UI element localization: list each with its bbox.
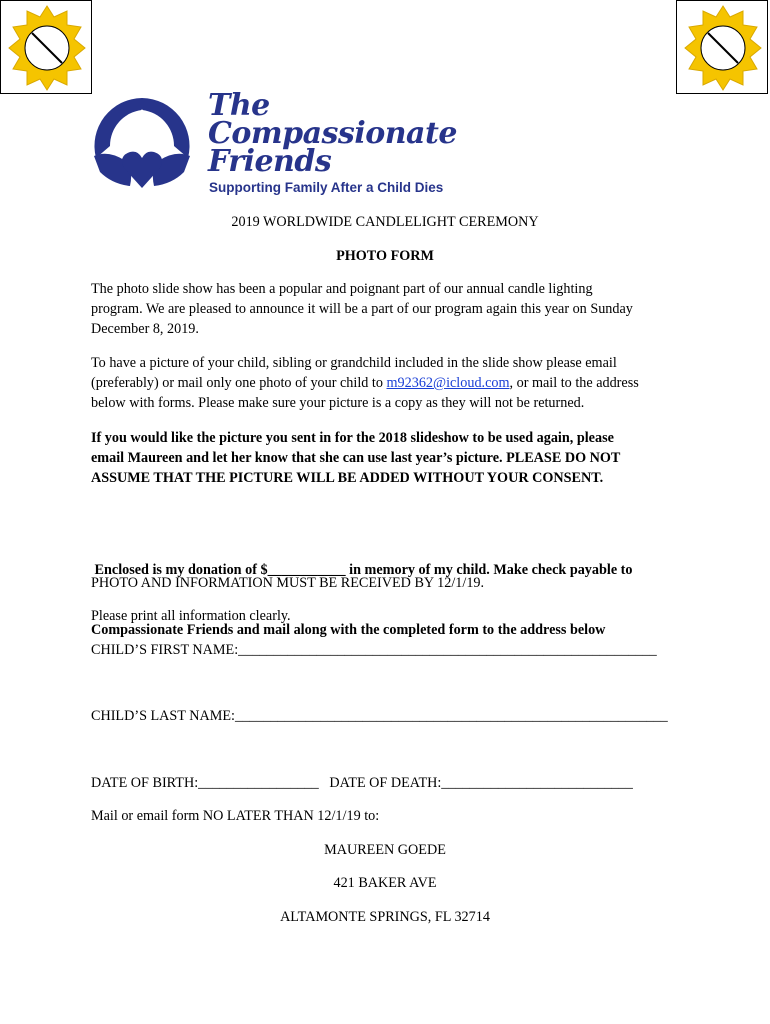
notice-line: email Maureen and let her know that she can use last year’s picture. PLEASE DO NOT bbox=[91, 450, 621, 466]
instructions-text: , or mail to the address bbox=[509, 375, 639, 391]
logo-tagline: Supporting Family After a Child Dies bbox=[209, 180, 444, 195]
date-of-birth-field[interactable]: DATE OF BIRTH:_________________ bbox=[91, 775, 319, 791]
instructions-text: (preferably) or mail only one photo of your child to bbox=[91, 375, 387, 391]
instructions-paragraph bbox=[91, 353, 681, 413]
address-street: 421 BAKER AVE bbox=[333, 875, 437, 891]
donation-line: Compassionate Friends and mail along with the completed form to the address below bbox=[91, 622, 606, 638]
logo-title-line: Friends bbox=[208, 144, 332, 179]
starburst-seal-icon bbox=[1, 1, 93, 95]
hands-heart-emblem-icon bbox=[90, 96, 194, 196]
starburst-seal-icon bbox=[677, 1, 769, 95]
print-note: Please print all information clearly. bbox=[91, 608, 291, 624]
intro-line: December 8, 2019. bbox=[91, 321, 199, 337]
intro-line: program. We are pleased to announce it will be a part of our program again this year on Sunday bbox=[91, 301, 633, 317]
organization-logo bbox=[90, 88, 457, 204]
intro-paragraph bbox=[91, 279, 681, 339]
last-name-field[interactable]: CHILD’S LAST NAME:_____________________________________________________________ bbox=[91, 708, 668, 724]
address-name: MAUREEN GOEDE bbox=[324, 842, 446, 858]
email-link[interactable]: m92362@icloud.com bbox=[386, 375, 510, 391]
first-name-field[interactable]: CHILD’S FIRST NAME:___________________________________________________________ bbox=[91, 642, 657, 658]
donation-line: Enclosed is my donation of $___________ in memory of my child. Make check payable to bbox=[91, 562, 633, 578]
intro-line: The photo slide show has been a popular and poignant part of our annual candle lighting bbox=[91, 281, 593, 297]
form-title: PHOTO FORM bbox=[336, 248, 434, 264]
pdf-xchange-badge-right[interactable] bbox=[676, 0, 768, 94]
notice-line: If you would like the picture you sent in for the 2018 slideshow to be used again, please bbox=[91, 430, 614, 446]
pdf-xchange-badge-left[interactable] bbox=[0, 0, 92, 94]
notice-line: ASSUME THAT THE PICTURE WILL BE ADDED WITHOUT YOUR CONSENT. bbox=[91, 470, 604, 486]
instructions-line: To have a picture of your child, sibling or grandchild included in the slide show please email bbox=[91, 355, 617, 371]
instructions-line bbox=[91, 373, 681, 393]
address-city: ALTAMONTE SPRINGS, FL 32714 bbox=[280, 909, 490, 925]
deadline-notice: PHOTO AND INFORMATION MUST BE RECEIVED BY 12/1/19. bbox=[91, 575, 485, 591]
dates-row bbox=[91, 773, 681, 793]
instructions-line: below with forms. Please make sure your picture is a copy as they will not be returned. bbox=[91, 395, 585, 411]
reuse-notice bbox=[91, 428, 681, 488]
logo-title-line: Compassionate bbox=[208, 116, 457, 151]
mail-instruction: Mail or email form NO LATER THAN 12/1/19 to: bbox=[91, 808, 380, 824]
logo-wordmark bbox=[208, 88, 457, 179]
ceremony-heading: 2019 WORLDWIDE CANDLELIGHT CEREMONY bbox=[231, 214, 539, 230]
date-of-death-field[interactable]: DATE OF DEATH:___________________________ bbox=[329, 775, 633, 791]
logo-title-line: The bbox=[208, 88, 270, 123]
